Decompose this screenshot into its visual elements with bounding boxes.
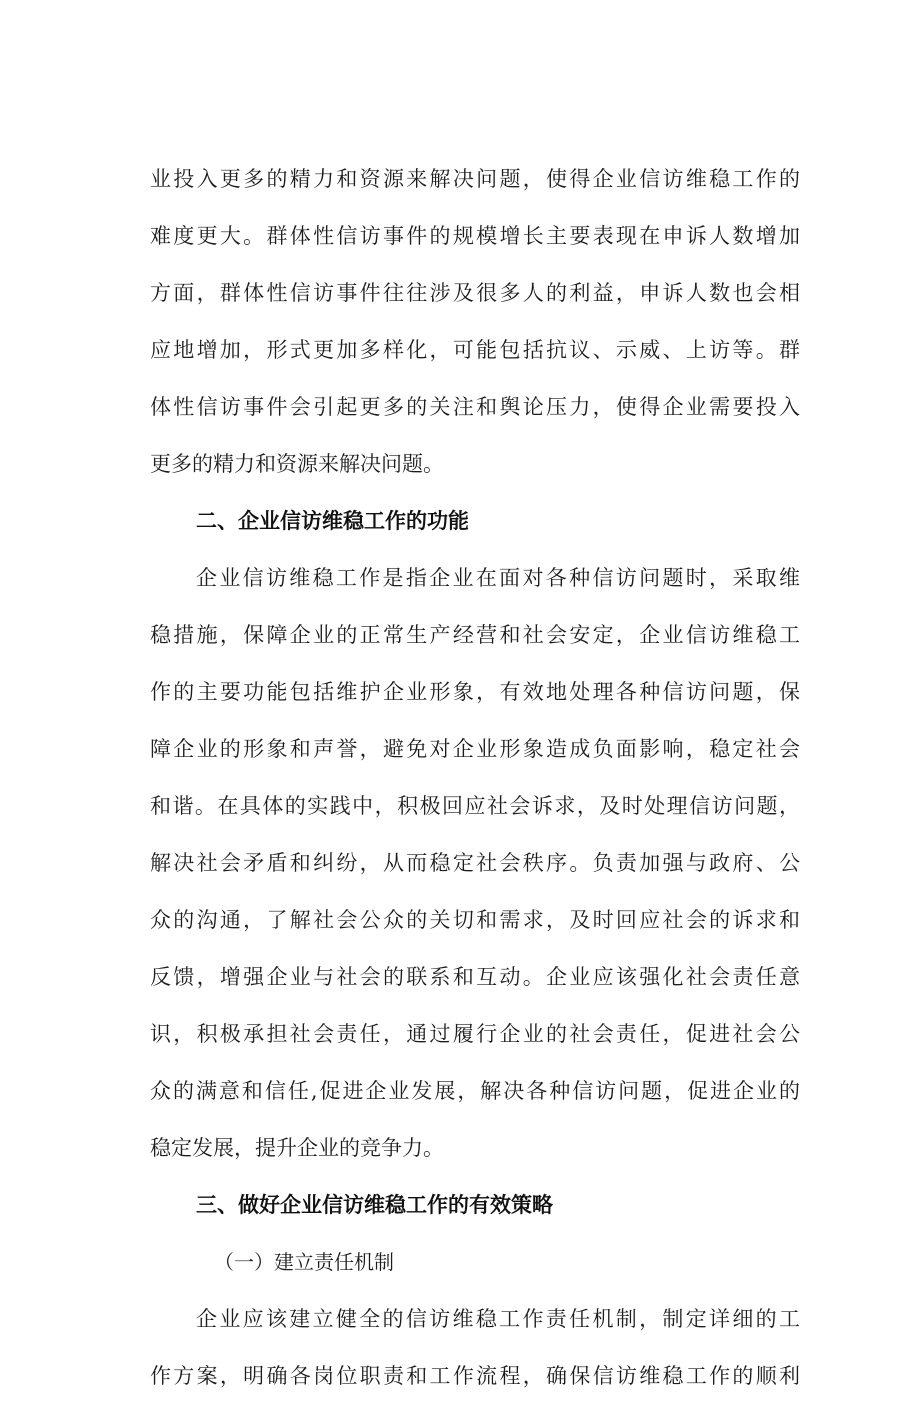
- paragraph-line: 应地增加，形式更加多样化，可能包括抗议、示威、上访等。群: [150, 338, 800, 362]
- paragraph-line: 难度更大。群体性信访事件的规模增长主要表现在申诉人数增加: [150, 224, 800, 248]
- document-body: [150, 151, 800, 1405]
- paragraph-line: 反馈，增强企业与社会的联系和互动。企业应该强化社会责任意: [150, 965, 800, 989]
- paragraph-line: 解决社会矛盾和纠纷，从而稳定社会秩序。负责加强与政府、公: [150, 851, 800, 875]
- paragraph-line: 障企业的形象和声誉，避免对企业形象造成负面影响，稳定社会: [150, 737, 800, 761]
- paragraph-line: 方面，群体性信访事件往往涉及很多人的利益，申诉人数也会相: [150, 281, 800, 305]
- subsection-heading-responsibility: （一）建立责任机制: [214, 1250, 394, 1274]
- paragraph-continued: [150, 151, 800, 493]
- paragraph-line: 企业应该建立健全的信访维稳工作责任机制，制定详细的工: [196, 1307, 800, 1331]
- section-heading-strategies: 三、做好企业信访维稳工作的有效策略: [196, 1193, 553, 1217]
- paragraph-line: 众的满意和信任,促进企业发展，解决各种信访问题，促进企业的: [150, 1079, 800, 1103]
- paragraph-line: 和谐。在具体的实践中，积极回应社会诉求，及时处理信访问题，: [150, 794, 800, 818]
- paragraph-line: 企业信访维稳工作是指企业在面对各种信访问题时，采取维: [196, 566, 800, 590]
- paragraph-line: 识，积极承担社会责任，通过履行企业的社会责任，促进社会公: [150, 1022, 800, 1046]
- paragraph-responsibility: [150, 1291, 800, 1405]
- paragraph-line: 体性信访事件会引起更多的关注和舆论压力，使得企业需要投入: [150, 395, 800, 419]
- paragraph-line: 众的沟通，了解社会公众的关切和需求，及时回应社会的诉求和: [150, 908, 800, 932]
- paragraph-functions: [150, 550, 800, 1177]
- paragraph-line: 业投入更多的精力和资源来解决问题，使得企业信访维稳工作的: [150, 167, 800, 191]
- paragraph-line: 更多的精力和资源来解决问题。: [150, 452, 444, 476]
- paragraph-line: 作方案，明确各岗位职责和工作流程，确保信访维稳工作的顺利: [150, 1364, 800, 1388]
- paragraph-line: 稳定发展，提升企业的竞争力。: [150, 1136, 444, 1160]
- paragraph-line: 稳措施，保障企业的正常生产经营和社会安定，企业信访维稳工: [150, 623, 800, 647]
- section-heading-functions: 二、企业信访维稳工作的功能: [196, 509, 469, 533]
- paragraph-line: 作的主要功能包括维护企业形象，有效地处理各种信访问题，保: [150, 680, 800, 704]
